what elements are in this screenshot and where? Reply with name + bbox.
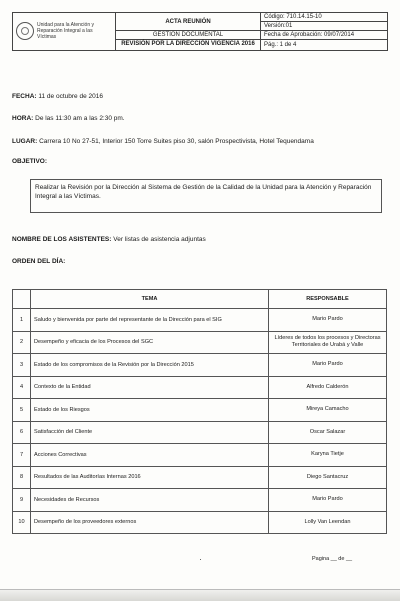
row-responsible: Mireya Camacho [269,399,387,422]
time-label: HORA: [12,115,34,122]
row-topic: Necesidades de Recursos [31,489,269,512]
row-number: 1 [13,309,31,332]
row-responsible: Oscar Salazar [269,421,387,444]
row-topic: Satisfacción del Cliente [31,421,269,444]
scan-mark [200,559,201,560]
approval-date: Fecha de Aprobación: 09/07/2014 [261,31,388,40]
document-title: ACTA REUNIÓN [116,13,261,31]
row-number: 4 [13,376,31,399]
row-responsible: Diego Santacruz [269,466,387,489]
agenda-table [12,289,387,534]
table-row [13,421,387,444]
place-field [12,137,314,146]
row-number: 7 [13,444,31,467]
table-row [13,399,387,422]
table-row [13,466,387,489]
col-header-responsible: RESPONSABLE [269,290,387,309]
logo-cell [13,13,116,51]
date-label: FECHA: [12,93,37,100]
document-header [12,12,388,51]
table-row [13,376,387,399]
row-number: 5 [13,399,31,422]
time-value: De las 11:30 am a las 2:30 pm. [35,115,125,122]
logo-text: Unidad para la Atención y Reparación Integral a las Víctimas [37,22,94,41]
row-topic: Resultados de las Auditorías Internas 2016 [31,466,269,489]
row-topic: Desempeño y eficacia de los Procesos del SGC [31,331,269,354]
attendees-field [12,235,206,244]
attendees-label: NOMBRE DE LOS ASISTENTES: [12,236,112,243]
row-topic: Saludo y bienvenida por parte del representante de la Dirección para el SIG [31,309,269,332]
row-number: 8 [13,466,31,489]
time-field [12,114,125,123]
place-value: Carrera 10 No 27-51, Interior 150 Torre Suites piso 30, salón Prospectivista, Hotel Tequendama [39,138,314,145]
coat-of-arms-icon [16,22,34,40]
row-topic: Contexto de la Entidad [31,376,269,399]
agenda-label: ORDEN DEL DÍA: [12,258,66,265]
objective-label: OBJETIVO: [12,158,48,165]
table-row [13,444,387,467]
objective-text: Realizar la Revisión por la Dirección al Sistema de Gestión de la Calidad de la Unidad para la Atención y Reparación Integral a las Víctimas. [30,179,382,213]
table-row [13,354,387,377]
row-topic: Desempeño de los proveedores externos [31,511,269,534]
row-number: 10 [13,511,31,534]
agenda-header-row [13,290,387,309]
table-row [13,331,387,354]
department: GESTION DOCUMENTAL [116,31,261,40]
document-code: Código: 710.14.15-10 [261,13,388,22]
table-row [13,309,387,332]
row-number: 6 [13,421,31,444]
unit-logo [16,22,112,40]
document-version: Versión:01 [261,22,388,31]
row-responsible: Mario Pardo [269,489,387,512]
date-value: 11 de octubre de 2016 [38,93,103,100]
col-header-number [13,290,31,309]
table-row [13,511,387,534]
place-label: LUGAR: [12,138,38,145]
row-responsible: Lolly Van Leendan [269,511,387,534]
footer-page-counter: Pagina __ de __ [312,556,353,562]
row-responsible: Mario Pardo [269,354,387,377]
row-topic: Estado de los Riesgos [31,399,269,422]
row-topic: Estado de los compromisos de la Revisión por la Dirección 2015 [31,354,269,377]
row-number: 9 [13,489,31,512]
row-topic: Acciones Correctivas [31,444,269,467]
row-number: 3 [13,354,31,377]
page-number: Pág.: 1 de 4 [261,40,388,51]
date-field [12,92,103,101]
row-responsible: Líderes de todos los procesos y Directoras Territoriales de Urabá y Valle [269,331,387,354]
row-number: 2 [13,331,31,354]
row-responsible: Alfredo Calderón [269,376,387,399]
document-subject: REVISIÓN POR LA DIRECCIÓN VIGENCIA 2016 [116,40,261,51]
row-responsible: Mario Pardo [269,309,387,332]
attendees-value: Ver listas de asistencia adjuntas [113,236,206,243]
col-header-topic: TEMA [31,290,269,309]
row-responsible: Karyna Tietje [269,444,387,467]
page-edge [0,589,400,601]
table-row [13,489,387,512]
